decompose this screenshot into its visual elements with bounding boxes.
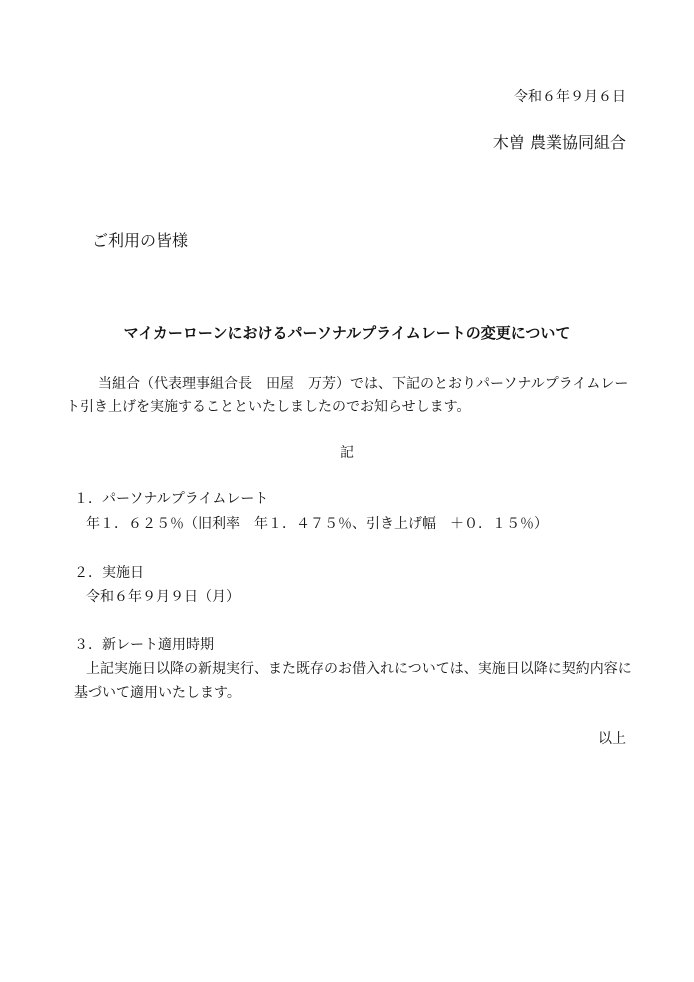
issuer-organization: 木曽 農業協同組合 xyxy=(492,133,626,152)
recipient-greeting: ご利用の皆様 xyxy=(92,231,189,250)
section-heading-rate: １．パーソナルプライムレート xyxy=(74,491,269,507)
document-title: マイカーローンにおけるパーソナルプライムレートの変更について xyxy=(123,324,571,342)
section-text-period-line-2: 基づいて適用いたします。 xyxy=(74,685,241,701)
section-text-rate: 年１．６２５％（旧利率 年１．４７５％、引き上げ幅 ＋０．１５％） xyxy=(86,516,548,532)
section-text-period-line-1: 上記実施日以降の新規実行、また既存のお借入れについては、実施日以降に契約内容に xyxy=(86,661,632,677)
closing-remark: 以上 xyxy=(598,731,626,747)
section-heading-period: ３．新レート適用時期 xyxy=(74,637,214,653)
document-date: 令和６年９月６日 xyxy=(514,89,626,105)
body-text-line-1: 当組合（代表理事組合長 田屋 万芳）では、下記のとおりパーソナルプライムレー xyxy=(98,376,629,392)
section-heading-date: ２．実施日 xyxy=(74,565,144,581)
body-text-line-2: ト引き上げを実施することといたしましたのでお知らせします。 xyxy=(66,399,471,415)
ki-marker: 記 xyxy=(340,445,354,461)
section-text-date: 令和６年９月９日（月） xyxy=(86,589,240,605)
